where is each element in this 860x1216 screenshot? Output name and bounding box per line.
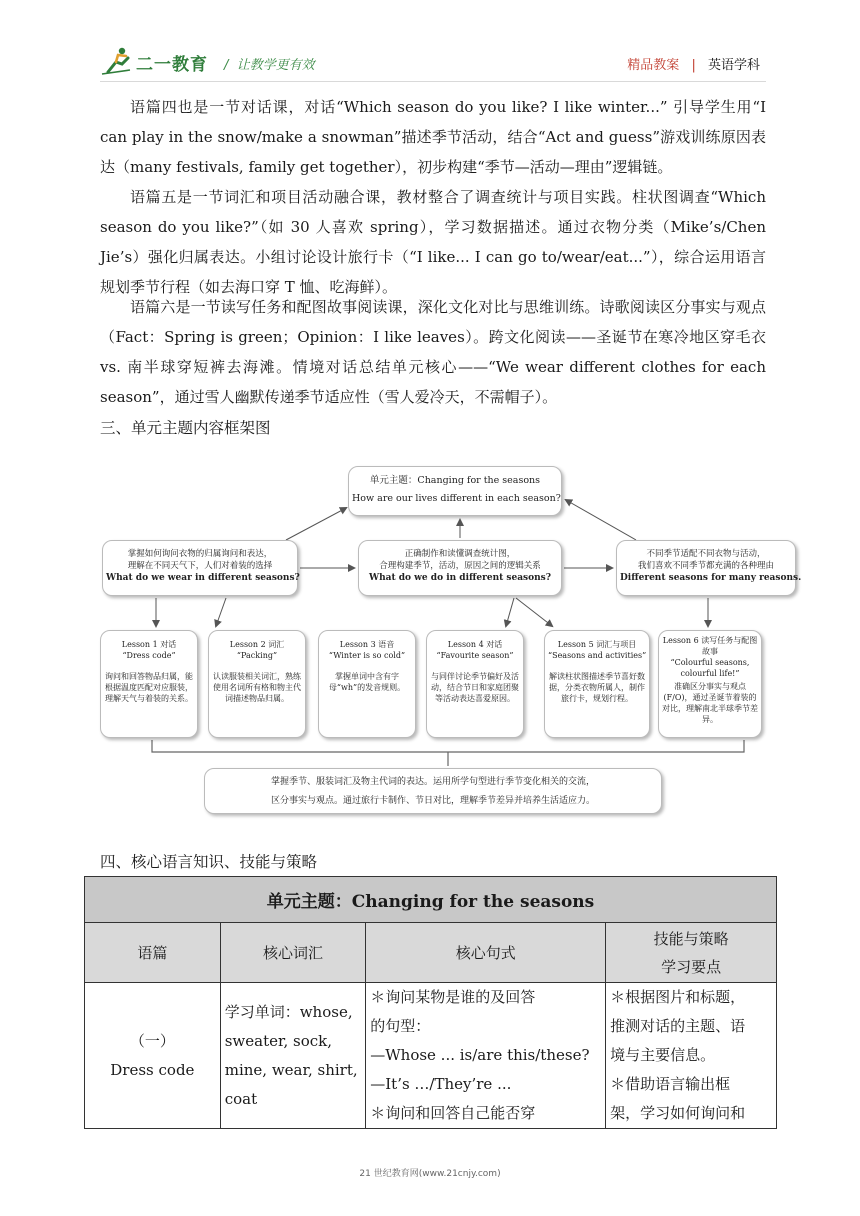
diagram-lesson-5-box: Lesson 5 词汇与项目 “Seasons and activities” 解读柱状图描述季节喜好数据，分类衣物所属人，制作旅行卡，规划行程。 — [544, 630, 650, 738]
diagram-reasons-box: 不同季节适配不同衣物与活动， 我们喜欢不同季节都充满的各种理由 Different seasons for many reasons. — [616, 540, 796, 596]
header-sentences: 核心句式 — [366, 923, 606, 983]
paragraph-lesson-5: 语篇五是一节词汇和项目活动融合课，教材整合了调查统计与项目实践。柱状图调查“Which season do you like?”（如 30 人喜欢 spring），学习数据描述。通过衣物分类（Mike’s/Chen Jie’s）强化归属表达。小组讨论设计旅行卡（“I like... I can go to/wear/eat...”），综合运用语言规划季节行程（如去海口穿 T 恤、吃海鲜）。 — [100, 188, 766, 296]
header-category: 精品教案 — [627, 58, 680, 73]
table-header-row — [85, 923, 777, 983]
logo-text: 二一教育 — [136, 55, 208, 75]
page-footer: 21 世纪教育网(www.21cnjy.com) — [359, 1169, 501, 1179]
cell-vocabulary-1: 学习单词：whose, sweater, sock, mine, wear, shirt, coat — [220, 983, 366, 1129]
cell-text-1: （一） Dress code — [85, 983, 221, 1129]
header-divider: | — [691, 58, 696, 73]
table-title-row — [85, 877, 777, 923]
diagram-lesson-3-box: Lesson 3 语音 “Winter is so cold” 掌握单词中含有字母“wh”的发音规则。 — [318, 630, 416, 738]
header-slogan: / 让教学更有效 — [224, 58, 315, 73]
section-heading-core-language: 四、核心语言知识、技能与策略 — [100, 853, 318, 871]
diagram-lesson-4-box: Lesson 4 对话 “Favourite season” 与同伴讨论季节偏好及活动，结合节日和家庭团聚等活动表达喜爱原因。 — [426, 630, 524, 738]
table-title: 单元主题：Changing for the seasons — [85, 877, 777, 923]
unit-framework-diagram — [96, 460, 802, 820]
diagram-lesson-1-box: Lesson 1 对话 “Dress code” 询问和回答物品归属，能根据温度匹配对应服装，理解天气与着装的关系。 — [100, 630, 198, 738]
cell-skills-1: ＊根据图片和标题， 推测对话的主题、语 境与主要信息。 ＊借助语言输出框 架，学习如何询问和 — [606, 983, 777, 1129]
cell-sentences-1: ＊询问某物是谁的及回答 的句型： —Whose ... is/are this/these? —It’s …/They’re ... ＊询问和回答自己能否穿 — [366, 983, 606, 1129]
diagram-activities-box: 正确制作和读懂调查统计图， 合理构建季节，活动，原因之间的逻辑关系 What do we do in different seasons? — [358, 540, 562, 596]
paragraph-lesson-4: 语篇四也是一节对话课，对话“Which season do you like? I like winter...” 引导学生用“I can play in the snow/make a snowman”描述季节活动，结合“Act and guess”游戏训练原因表达（many festivals, family get together），初步构建“季节—活动—理由”逻辑链。 — [100, 98, 766, 176]
table-row — [85, 983, 777, 1129]
paragraph-lesson-6: 语篇六是一节读写任务和配图故事阅读课，深化文化对比与思维训练。诗歌阅读区分事实与观点（Fact：Spring is green；Opinion：I like leaves）。跨文化阅读——圣诞节在寒冷地区穿毛衣 vs. 南半球穿短裤去海滩。情境对话总结单元核心——“We wear different clothes for each season”，通过雪人幽默传递季节适应性（雪人爱冷天，不需帽子）。 — [100, 298, 766, 406]
page-header — [100, 46, 766, 82]
header-skills: 技能与策略 学习要点 — [606, 923, 777, 983]
header-vocabulary: 核心词汇 — [220, 923, 366, 983]
section-heading-framework: 三、单元主题内容框架图 — [100, 419, 271, 437]
core-language-table — [84, 876, 777, 1129]
diagram-lesson-2-box: Lesson 2 词汇 “Packing” 认读服装相关词汇，熟练使用名词所有格和物主代词描述物品归属。 — [208, 630, 306, 738]
runner-logo-icon — [100, 46, 136, 76]
header-right — [627, 54, 760, 73]
logo — [100, 46, 220, 76]
diagram-lesson-6-box: Lesson 6 读写任务与配图故事 “Colourful seasons, colourful life!” 准确区分事实与观点(F/O)，通过圣诞节着装的对比，理解南北半球季节差异。 — [658, 630, 762, 738]
diagram-clothes-box: 掌握如何询问衣物的归属询问和表达， 理解在不同天气下，人们对着装的选择 What do we wear in different seasons? — [102, 540, 298, 596]
diagram-unit-theme-box: 单元主题：Changing for the seasons How are our lives different in each season? — [348, 466, 562, 516]
header-text: 语篇 — [85, 923, 221, 983]
header-subject: 英语学科 — [707, 58, 760, 73]
diagram-summary-box: 掌握季节、服装词汇及物主代词的表达。运用所学句型进行季节变化相关的交流， 区分事实与观点。通过旅行卡制作、节日对比，理解季节差异并培养生活适应力。 — [204, 768, 662, 814]
